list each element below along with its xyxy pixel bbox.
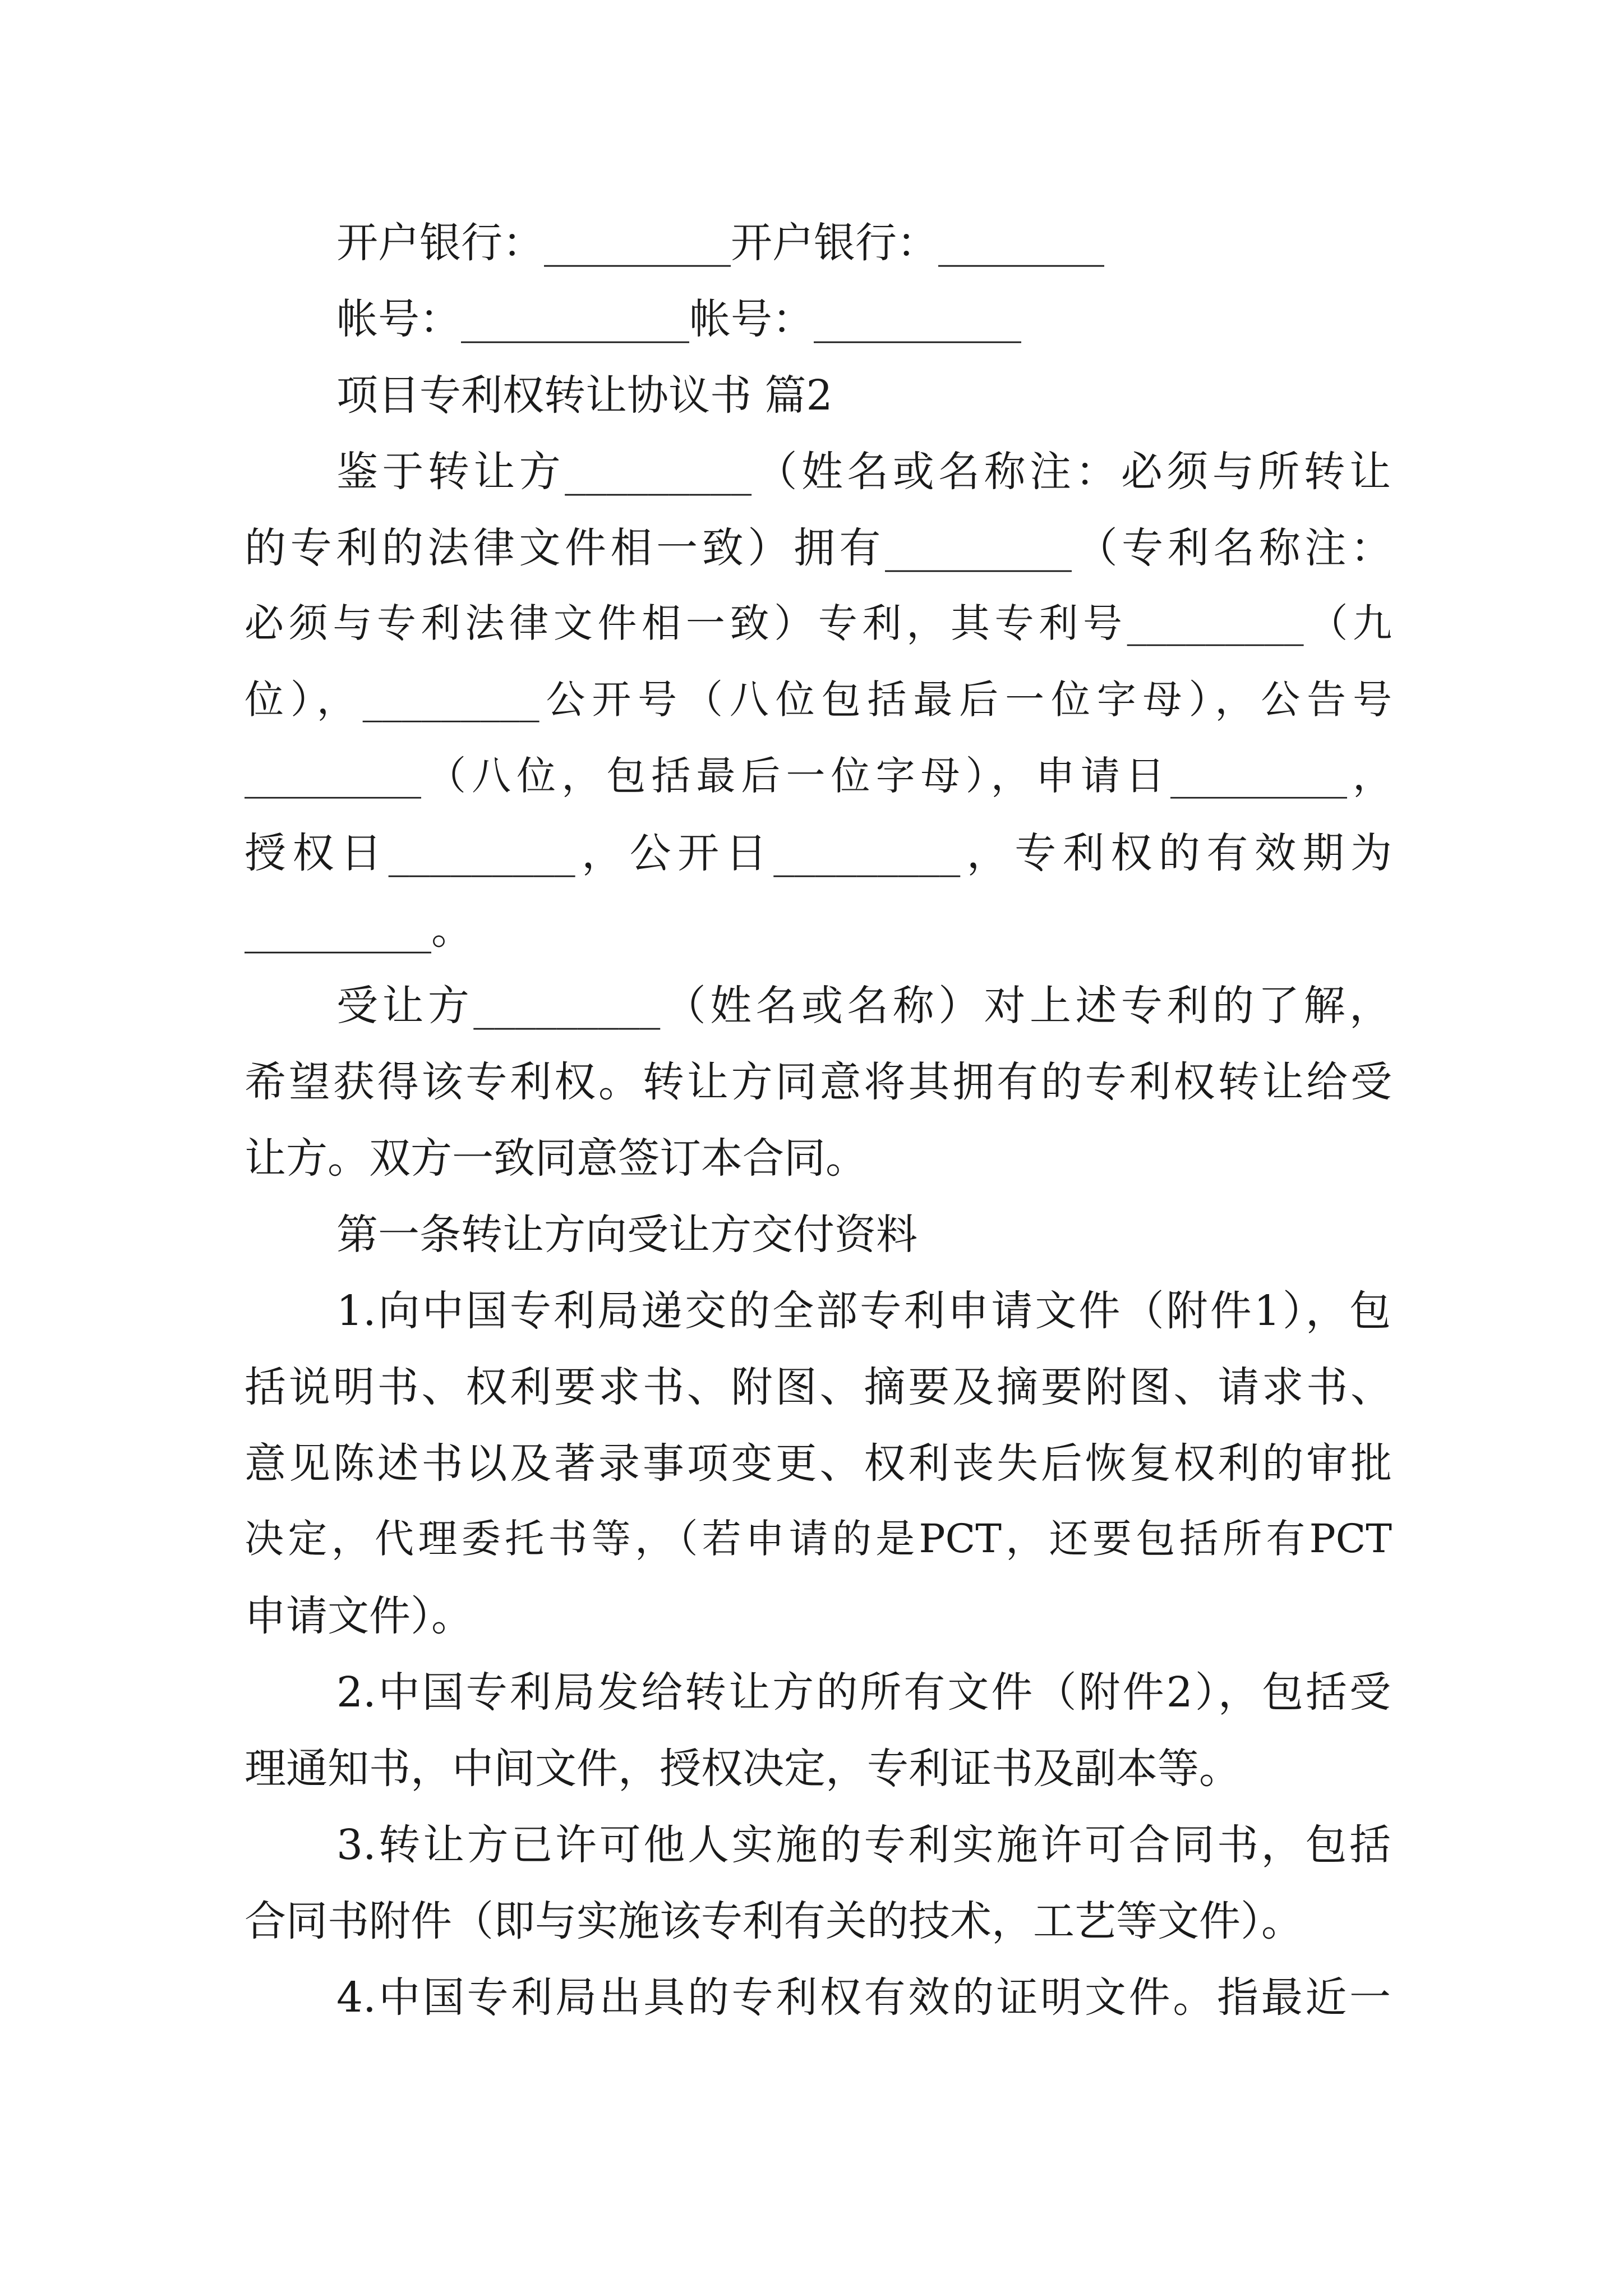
bank-line: 开户银行：_________开户银行：________ [336, 219, 1104, 267]
list-item-line: 1.向中国专利局递交的全部专利申请文件（附件1），包 [336, 1287, 1391, 1335]
list-item-line: 2.中国专利局发给转让方的所有文件（附件2），包括受 [336, 1668, 1391, 1717]
account-line: 帐号：___________帐号：__________ [336, 295, 1021, 343]
paragraph-line: 的专利的法律文件相一致）拥有_________（专利名称注： [245, 524, 1392, 572]
paragraph-line: _________。 [245, 905, 473, 954]
list-item-line: 申请文件）。 [245, 1592, 473, 1640]
paragraph-line: 受让方_________（姓名或名称）对上述专利的了解， [336, 982, 1391, 1030]
list-item-line: 理通知书，中间文件，授权决定，专利证书及副本等。 [245, 1745, 1241, 1793]
paragraph-line: 让方。双方一致同意签订本合同。 [245, 1134, 867, 1182]
list-item-line: 决定，代理委托书等，（若申请的是PCT，还要包括所有PCT [245, 1516, 1392, 1562]
list-item-line: 3.转让方已许可他人实施的专利实施许可合同书，包括 [336, 1821, 1391, 1869]
article-heading: 第一条转让方向受让方交付资料 [336, 1211, 917, 1259]
paragraph-line: 必须与专利法律文件相一致）专利，其专利号_________（九 [245, 600, 1392, 646]
list-item-line: 意见陈述书以及著录事项变更、权利丧失后恢复权利的审批 [245, 1439, 1392, 1488]
paragraph-line: 鉴于转让方_________（姓名或名称注：必须与所转让 [336, 448, 1391, 496]
paragraph-line: 位），_________公开号（八位包括最后一位字母），公告号 [245, 677, 1392, 723]
list-item-line: 括说明书、权利要求书、附图、摘要及摘要附图、请求书、 [245, 1363, 1392, 1411]
list-item-line: 合同书附件（即与实施该专利有关的技术，工艺等文件）。 [245, 1897, 1303, 1945]
paragraph-line: 希望获得该专利权。转让方同意将其拥有的专利权转让给受 [245, 1058, 1392, 1106]
paragraph-line: 授权日_________，公开日_________，专利权的有效期为 [245, 829, 1392, 877]
section-heading: 项目专利权转让协议书 篇2 [336, 371, 833, 420]
paragraph-line: _________（八位，包括最后一位字母），申请日_________， [245, 753, 1392, 799]
list-item-line: 4.中国专利局出具的专利权有效的证明文件。指最近一 [336, 1973, 1391, 2022]
